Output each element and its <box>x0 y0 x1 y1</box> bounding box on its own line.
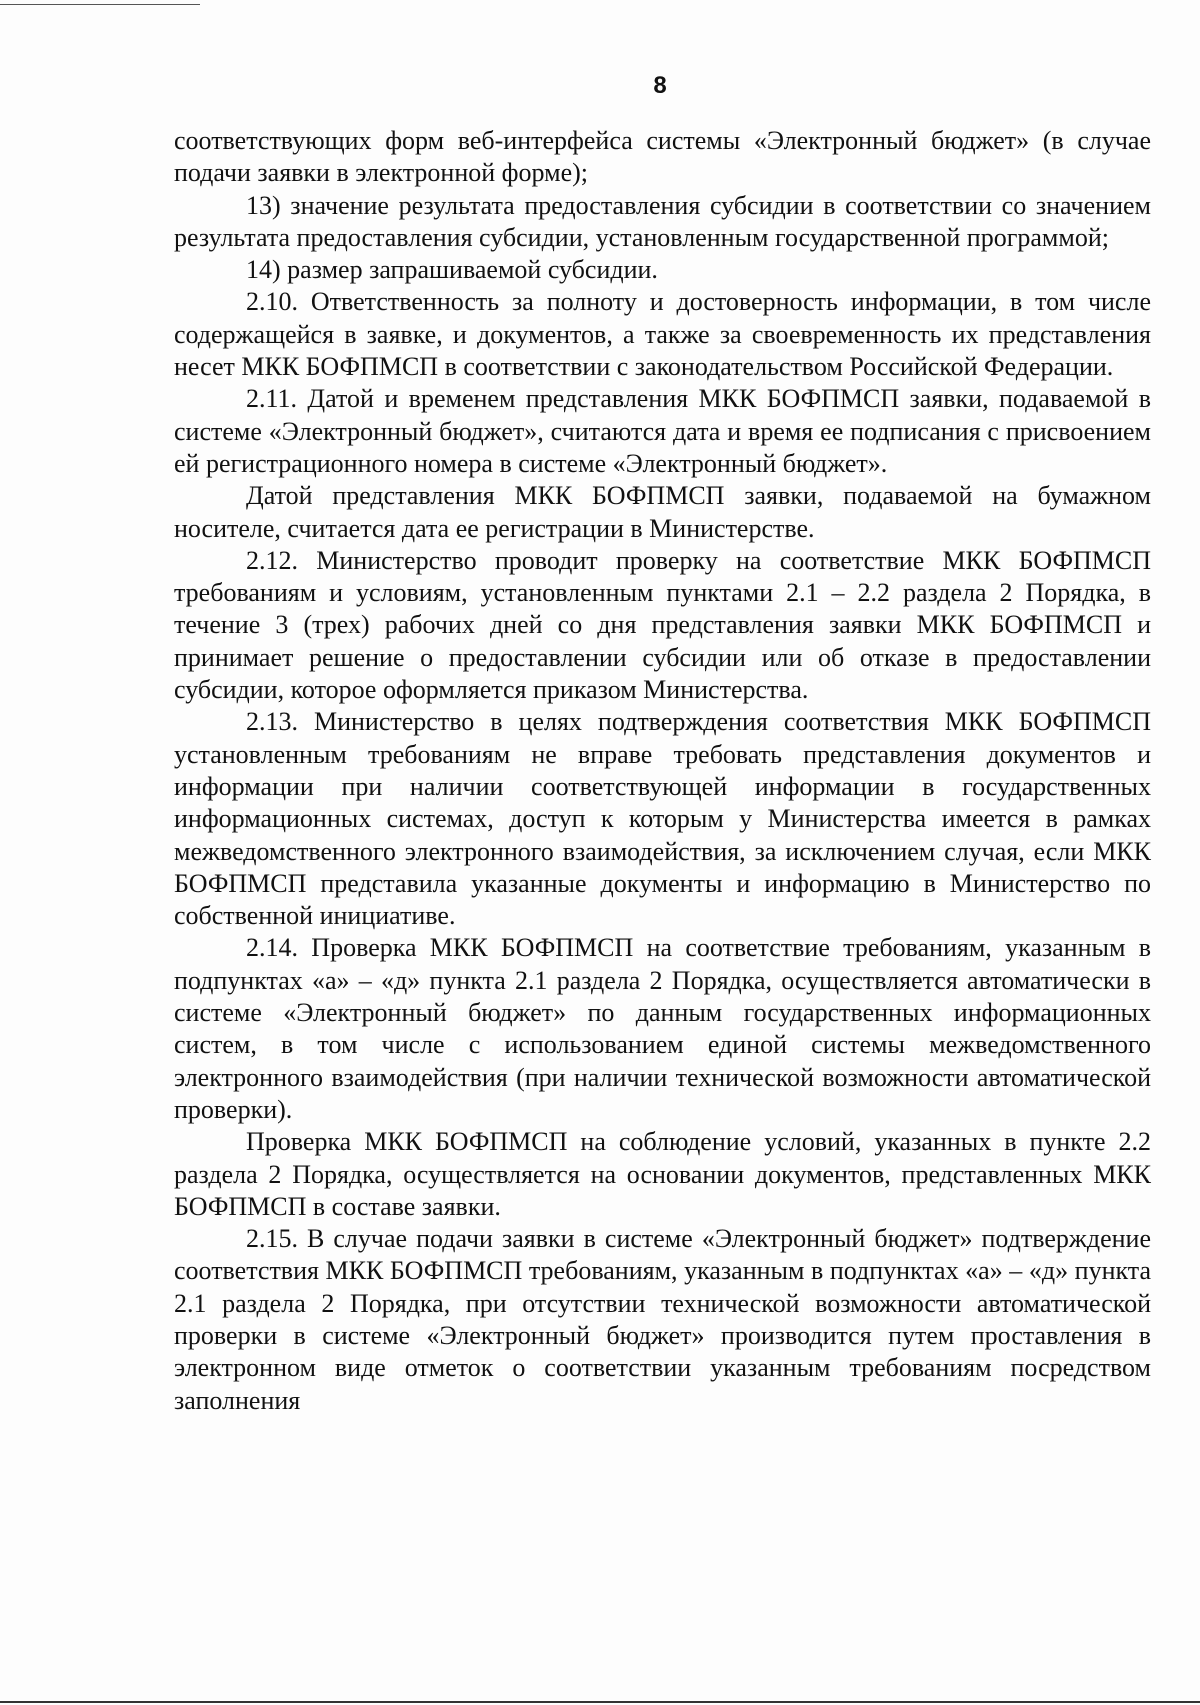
paragraph-2-14-conditions: Проверка МКК БОФПМСП на соблюдение условий, указанных в пункте 2.2 раздела 2 Порядка, осуществляется на основании документов, представленных МКК БОФПМСП в составе заявки. <box>174 1127 1151 1221</box>
scan-edge-top <box>0 4 200 5</box>
scan-edge-bottom <box>0 1701 1200 1703</box>
page-number: 8 <box>653 72 667 99</box>
paragraph-2-12: 2.12. Министерство проводит проверку на соответствие МКК БОФПМСП требованиям и условиям, установленным пунктами 2.1 – 2.2 раздела 2 Порядка, в течение 3 (трех) рабочих дней со дня представления заявки МКК БОФПМСП и принимает решение о предоставлении субсидии или об отказе в предоставлении субсидии, которое оформляется приказом Министерства. <box>174 545 1151 705</box>
paragraph-2-11: 2.11. Датой и временем представления МКК БОФПМСП заявки, подаваемой в системе «Электронный бюджет», считаются дата и время ее подписания с присвоением ей регистрационного номера в системе «Электронный бюджет». <box>174 384 1151 478</box>
paragraph-item-13: 13) значение результата предоставления субсидии в соответствии со значением результата предоставления субсидии, установленным государственной программой; <box>174 190 1151 252</box>
paragraph-item-14: 14) размер запрашиваемой субсидии. <box>246 255 658 285</box>
paragraph-2-11-paper: Датой представления МКК БОФПМСП заявки, подаваемой на бумажном носителе, считается дата ее регистрации в Министерстве. <box>174 481 1151 543</box>
document-body <box>174 125 1151 1417</box>
paragraph-continuation: соответствующих форм веб-интерфейса системы «Электронный бюджет» (в случае подачи заявки в электронной форме); <box>174 126 1151 188</box>
paragraph-2-14: 2.14. Проверка МКК БОФПМСП на соответствие требованиям, указанным в подпунктах «а» – «д» пункта 2.1 раздела 2 Порядка, осуществляется автоматически в системе «Электронный бюджет» по данным государственных информационных систем, в том числе с использованием единой системы межведомственного электронного взаимодействия (при наличии технической возможности автоматической проверки). <box>174 933 1151 1124</box>
paragraph-2-10: 2.10. Ответственность за полноту и достоверность информации, в том числе содержащейся в заявке, и документов, а также за своевременность их представления несет МКК БОФПМСП в соответствии с законодательством Российской Федерации. <box>174 287 1151 382</box>
paragraph-2-15: 2.15. В случае подачи заявки в системе «Электронный бюджет» подтверждение соответствия МКК БОФПМСП требованиям, указанным в подпунктах «а» – «д» пункта 2.1 раздела 2 Порядка, при отсутствии технической возможности автоматической проверки в системе «Электронный бюджет» производится путем проставления в электронном виде отметок о соответствии указанным требованиям посредством заполнения <box>174 1224 1151 1415</box>
paragraph-2-13: 2.13. Министерство в целях подтверждения соответствия МКК БОФПМСП установленным требованиям не вправе требовать представления документов и информации при наличии соответствующей информации в государственных информационных системах, доступ к которым у Министерства имеется в рамках межведомственного электронного взаимодействия, за исключением случая, если МКК БОФПМСП представила указанные документы и информацию в Министерство по собственной инициативе. <box>174 707 1151 931</box>
